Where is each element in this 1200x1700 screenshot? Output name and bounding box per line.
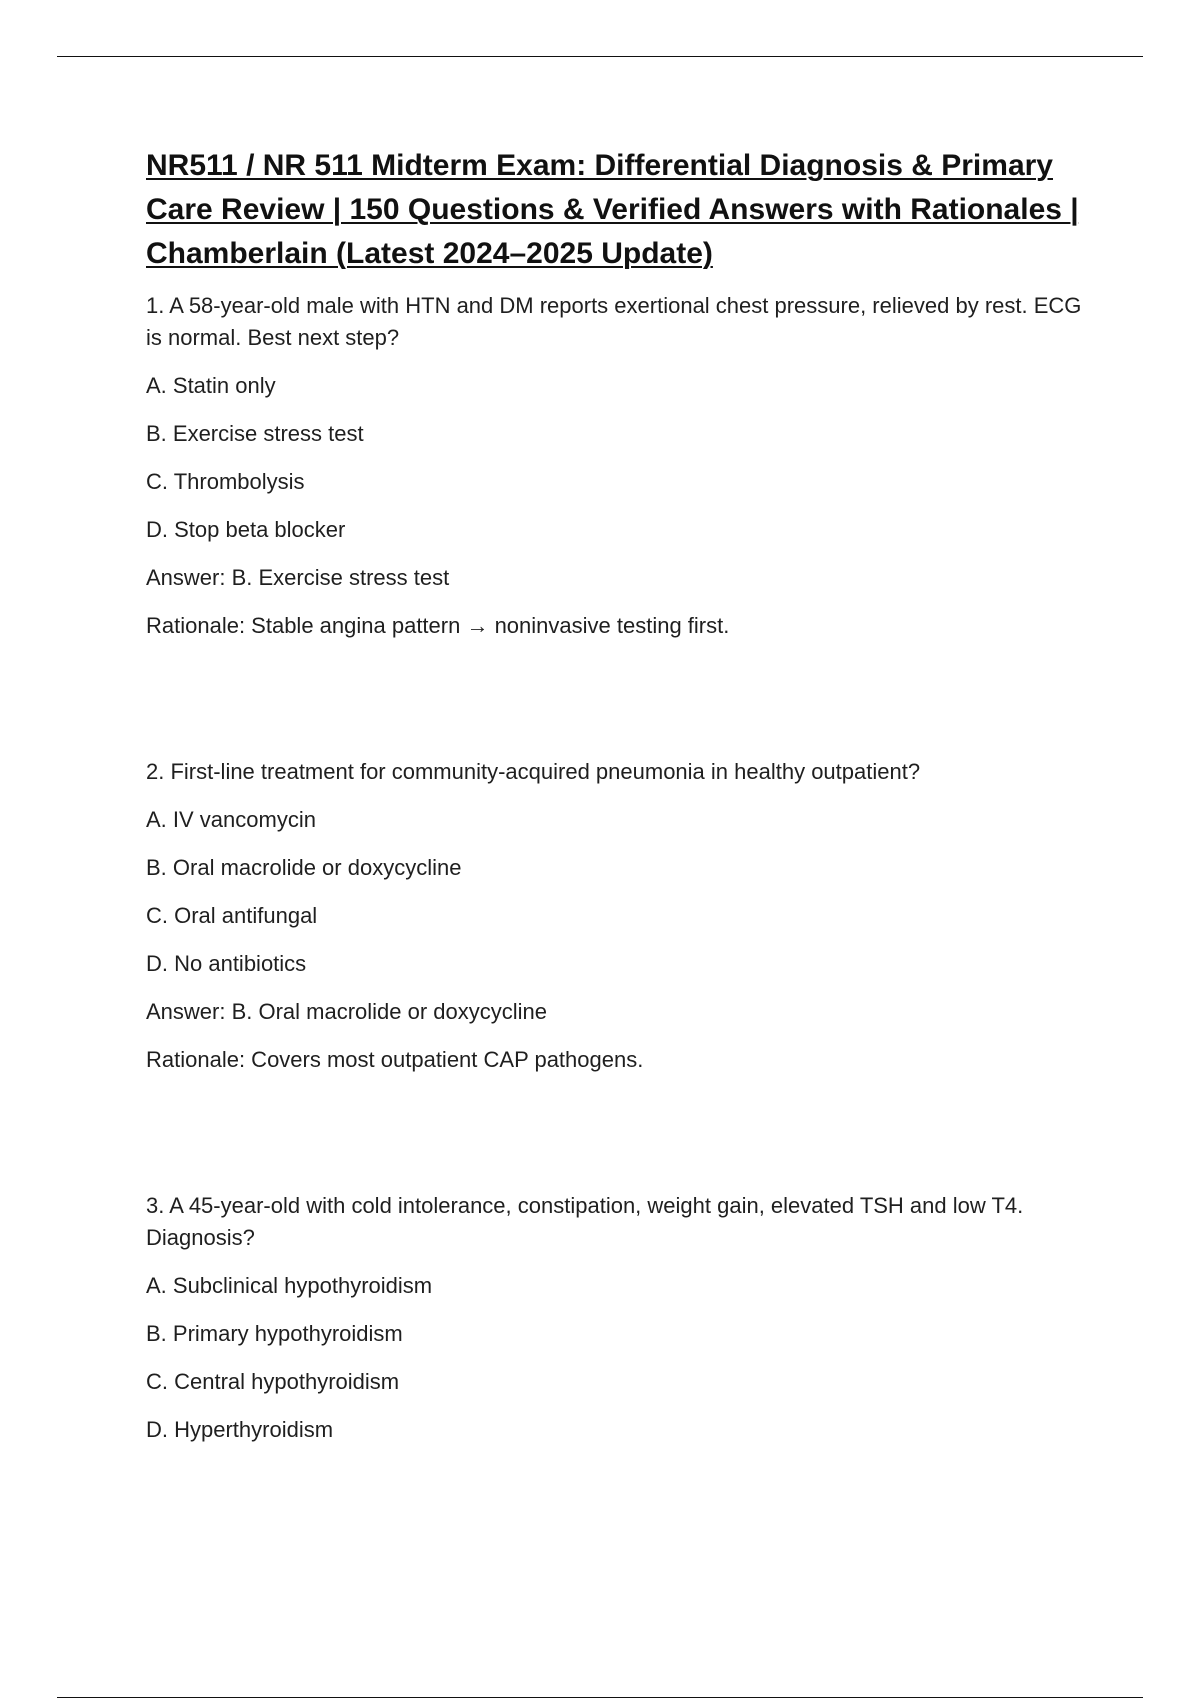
option-b: B. Exercise stress test bbox=[146, 421, 364, 446]
option-d: D. No antibiotics bbox=[146, 951, 307, 976]
question-block bbox=[146, 756, 1096, 1076]
option-b: B. Oral macrolide or doxycycline bbox=[146, 855, 462, 880]
option-c: C. Thrombolysis bbox=[146, 469, 305, 494]
header-rule bbox=[57, 56, 1143, 57]
question-block bbox=[146, 1190, 1096, 1446]
option-d: D. Stop beta blocker bbox=[146, 517, 346, 542]
rationale-text: Rationale: Stable angina pattern → noninvasive testing first. bbox=[146, 613, 730, 638]
question-text: 1. A 58-year-old male with HTN and DM reports exertional chest pressure, relieved by rest. ECG is normal. Best next step? bbox=[146, 293, 1082, 350]
option-c: C. Oral antifungal bbox=[146, 903, 318, 928]
answer-text: Answer: B. Oral macrolide or doxycycline bbox=[146, 999, 548, 1024]
option-a: A. IV vancomycin bbox=[146, 807, 316, 832]
footer-rule bbox=[57, 1697, 1143, 1698]
option-b: B. Primary hypothyroidism bbox=[146, 1321, 403, 1346]
question-text: 2. First-line treatment for community-acquired pneumonia in healthy outpatient? bbox=[146, 759, 921, 784]
answer-text: Answer: B. Exercise stress test bbox=[146, 565, 450, 590]
option-d: D. Hyperthyroidism bbox=[146, 1417, 334, 1442]
rationale-text: Rationale: Covers most outpatient CAP pathogens. bbox=[146, 1047, 644, 1072]
question-text: 3. A 45-year-old with cold intolerance, constipation, weight gain, elevated TSH and low T4. Diagnosis? bbox=[146, 1193, 1024, 1250]
question-block bbox=[146, 290, 1096, 642]
option-a: A. Subclinical hypothyroidism bbox=[146, 1273, 433, 1298]
option-c: C. Central hypothyroidism bbox=[146, 1369, 400, 1394]
option-a: A. Statin only bbox=[146, 373, 276, 398]
document-body bbox=[146, 144, 1096, 1446]
document-title: NR511 / NR 511 Midterm Exam: Differential Diagnosis & Primary Care Review | 150 Questions & Verified Answers with Rationales | Chamberlain (Latest 2024–2025 Update) bbox=[146, 149, 1079, 270]
